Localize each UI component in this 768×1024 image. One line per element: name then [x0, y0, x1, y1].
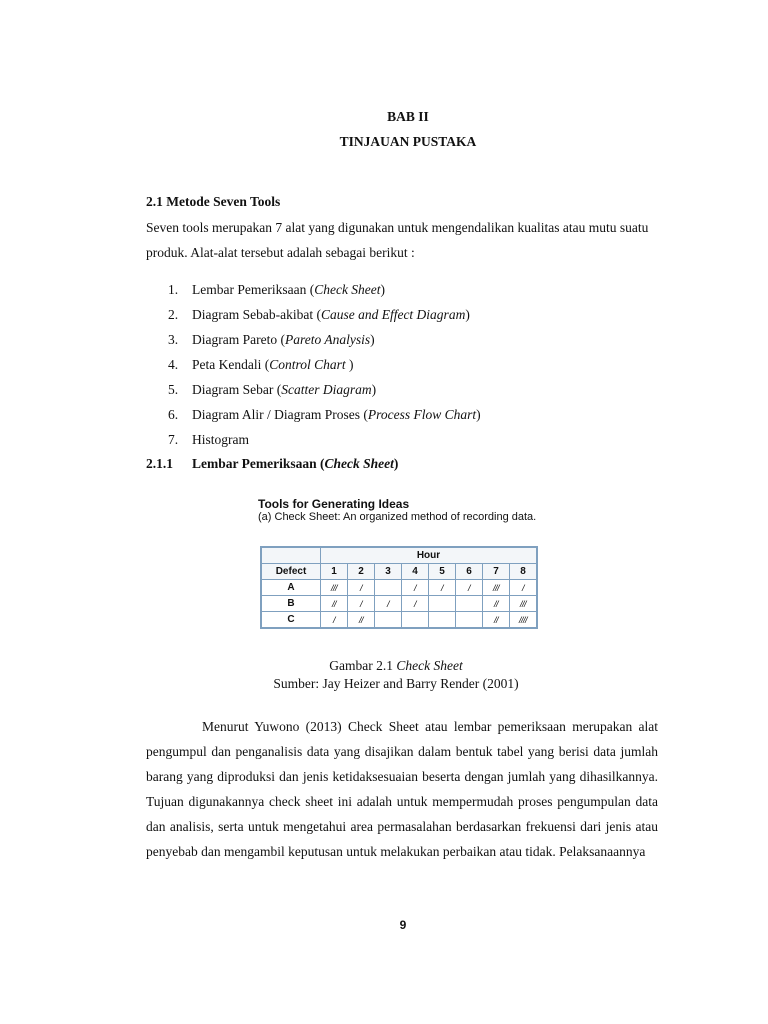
tally-cell: ////	[510, 612, 538, 629]
hour-header: 2	[348, 564, 375, 580]
tally-cell: //	[348, 612, 375, 629]
figure-title: Tools for Generating Ideas	[258, 497, 410, 511]
hour-group-header: Hour	[321, 547, 538, 564]
tally-cell: /	[402, 580, 429, 596]
page-number: 9	[399, 918, 407, 932]
figure-caption: Gambar 2.1 Check Sheet	[329, 658, 463, 673]
tally-cell	[456, 612, 483, 629]
tally-cell: ///	[483, 580, 510, 596]
chapter-label: BAB II	[387, 109, 429, 124]
hour-header: 8	[510, 564, 538, 580]
tally-cell: //	[483, 612, 510, 629]
tally-cell: /	[429, 580, 456, 596]
tally-cell: /	[375, 596, 402, 612]
defect-label: A	[261, 580, 321, 596]
tally-cell: /	[348, 580, 375, 596]
hour-header: 4	[402, 564, 429, 580]
defect-label: B	[261, 596, 321, 612]
list-item: 4. Peta Kendali (Control Chart )	[168, 357, 354, 372]
check-sheet-figure	[254, 497, 554, 637]
body-paragraph: Menurut Yuwono (2013) Check Sheet atau lembar pemeriksaan merupakan alat pengumpul dan penganalisis data yang disajikan dalam bentuk tabel yang berisi data jumlah barang yang diproduksi dan jenis ketidaksesuaian beserta dengan jumlah yang dihasilkannya. Tujuan digunakannya check sheet ini adalah untuk mempermudah proses pengumpulan data dan analisis, serta untuk mengetahui area permasalahan berdasarkan frekuensi dari jenis atau penyebab dan mengambil keputusan untuk melakukan perbaikan atau tidak. Pelaksanaannya	[146, 719, 658, 859]
list-item: 2. Diagram Sebab-akibat (Cause and Effect Diagram)	[168, 307, 470, 322]
section-heading: 2.1 Metode Seven Tools	[146, 194, 281, 209]
defect-label: C	[261, 612, 321, 629]
list-item: 5. Diagram Sebar (Scatter Diagram)	[168, 382, 377, 397]
tally-cell: ///	[321, 580, 348, 596]
chapter-title: TINJAUAN PUSTAKA	[339, 134, 477, 149]
table-row	[261, 596, 537, 612]
tally-cell	[375, 612, 402, 629]
subsection-heading: 2.1.1 Lembar Pemeriksaan (Check Sheet)	[146, 456, 399, 471]
tally-cell: /	[321, 612, 348, 629]
list-item: 3. Diagram Pareto (Pareto Analysis)	[168, 332, 375, 347]
section-intro: Seven tools merupakan 7 alat yang digunakan untuk mengendalikan kualitas atau mutu suatu produk. Alat-alat tersebut adalah sebagai berikut :	[146, 220, 649, 260]
tally-cell	[375, 580, 402, 596]
hour-header: 7	[483, 564, 510, 580]
tally-cell	[402, 612, 429, 629]
defect-header: Defect	[261, 564, 321, 580]
tools-list	[168, 277, 481, 452]
tally-cell	[429, 596, 456, 612]
tally-cell	[456, 596, 483, 612]
check-sheet-table	[260, 546, 538, 629]
hour-header: 6	[456, 564, 483, 580]
figure-subtitle: (a) Check Sheet: An organized method of recording data.	[258, 511, 537, 523]
list-item: 7. Histogram	[168, 432, 249, 447]
hour-header: 1	[321, 564, 348, 580]
tally-cell: /	[456, 580, 483, 596]
hour-header: 5	[429, 564, 456, 580]
list-item: 6. Diagram Alir / Diagram Proses (Process Flow Chart)	[168, 407, 481, 422]
list-item: 1. Lembar Pemeriksaan (Check Sheet)	[168, 282, 386, 297]
tally-cell: /	[510, 580, 538, 596]
tally-cell: //	[483, 596, 510, 612]
tally-cell	[429, 612, 456, 629]
table-corner-blank	[261, 547, 321, 564]
table-row	[261, 580, 537, 596]
table-row	[261, 612, 537, 629]
figure-source: Sumber: Jay Heizer and Barry Render (2001)	[273, 676, 519, 691]
tally-cell: /	[348, 596, 375, 612]
tally-cell: /	[402, 596, 429, 612]
tally-cell: //	[321, 596, 348, 612]
tally-cell: ///	[510, 596, 538, 612]
hour-header: 3	[375, 564, 402, 580]
